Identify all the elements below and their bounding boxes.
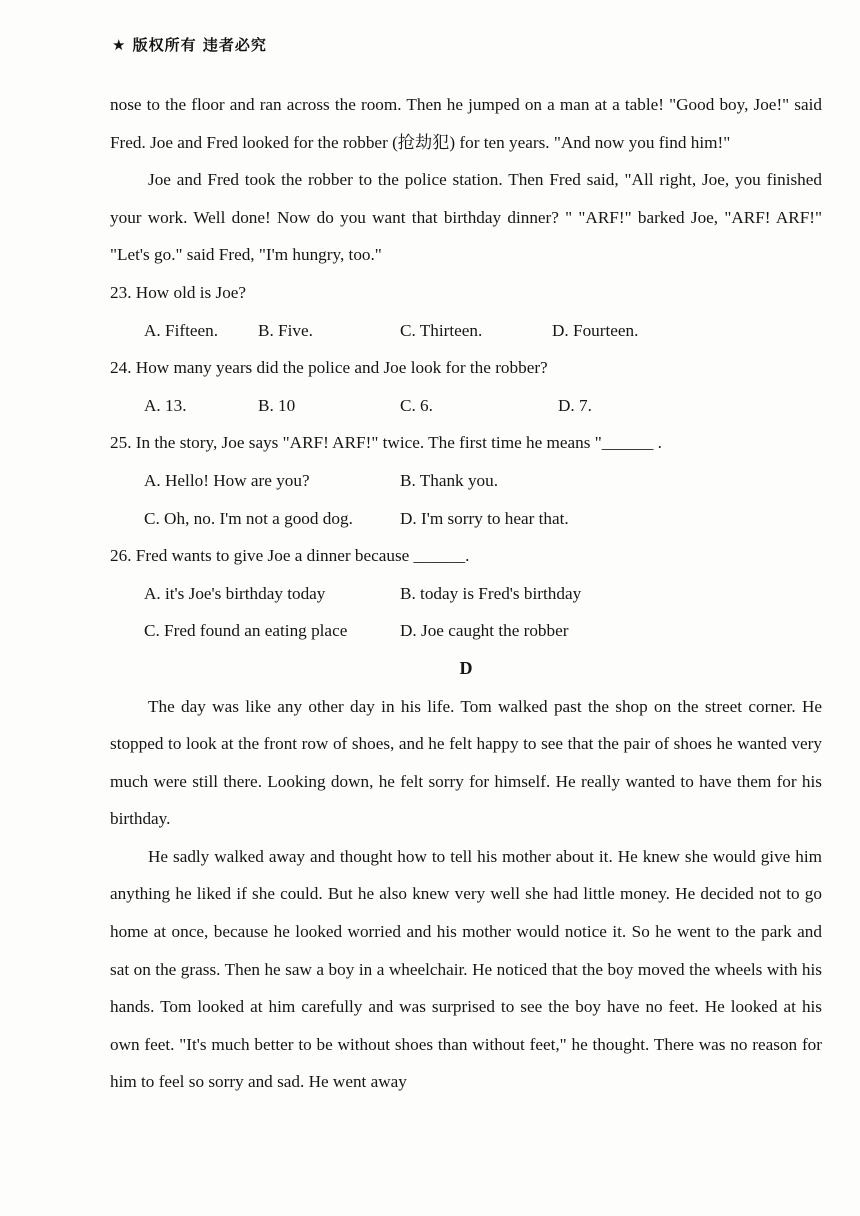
- passage-d-title: D: [459, 657, 473, 678]
- question-23-option-c: C. Thirteen.: [400, 320, 483, 340]
- question-24-option-a: A. 13.: [144, 395, 187, 415]
- question-26: 26. Fred wants to give Joe a dinner because ______.: [110, 546, 470, 566]
- question-25: 25. In the story, Joe says "ARF! ARF!" twice. The first time he means "______ .: [110, 433, 662, 453]
- passage-d-paragraph-2: He sadly walked away and thought how to tell his mother about it. He knew she would give him anything he liked if she could. But he also knew very well she had little money. He decided not to go home at once, because he looked worried and his mother would notice it. So he went to the park and sat on the grass. Then he saw a boy in a wheelchair. He noticed that the boy moved the wheels with his hands. Tom looked at him carefully and was surprised to see the boy have no feet. He looked at his own feet. "It's much better to be without shoes than without feet," he thought. There was no reason for him to feel so sorry and sad. He went away: [110, 846, 822, 1092]
- question-26-options-row-1: [110, 575, 822, 613]
- question-24-options: [110, 387, 822, 425]
- passage-d-paragraph-1: The day was like any other day in his life. Tom walked past the shop on the street corner. He stopped to look at the front row of shoes, and he felt happy to see that the pair of shoes he wanted very much were still there. Looking down, he felt sorry for himself. He really wanted to have them for his birthday.: [110, 696, 822, 829]
- question-26-option-d: D. Joe caught the robber: [400, 621, 569, 641]
- copyright-header: ★ 版权所有 违者必究: [112, 36, 267, 54]
- question-25-options-row-2: [110, 500, 822, 538]
- question-25-option-c: C. Oh, no. I'm not a good dog.: [144, 508, 353, 528]
- question-24-option-d: D. 7.: [558, 395, 592, 415]
- question-24-option-b: B. 10: [258, 395, 296, 415]
- question-26-option-a: A. it's Joe's birthday today: [144, 583, 326, 603]
- question-26-options-row-2: [110, 612, 822, 650]
- question-23-options: [110, 312, 822, 350]
- question-25-option-b: B. Thank you.: [400, 470, 499, 490]
- question-23-option-a: A. Fifteen.: [144, 320, 218, 340]
- passage-c-paragraph-1: nose to the floor and ran across the room. Then he jumped on a man at a table! "Good boy, Joe!" said Fred. Joe and Fred looked for the robber (抢劫犯) for ten years. "And now you find him!": [110, 95, 822, 152]
- question-25-option-d: D. I'm sorry to hear that.: [400, 508, 569, 528]
- page-content: [110, 86, 822, 1101]
- question-26-option-c: C. Fred found an eating place: [144, 621, 348, 641]
- question-25-option-a: A. Hello! How are you?: [144, 470, 310, 490]
- passage-c-paragraph-2: Joe and Fred took the robber to the police station. Then Fred said, "All right, Joe, you finished your work. Well done! Now do you want that birthday dinner? " "ARF!" barked Joe, "ARF! ARF!" "Let's go." said Fred, "I'm hungry, too.": [110, 170, 822, 265]
- question-23: 23. How old is Joe?: [110, 282, 247, 302]
- question-24: 24. How many years did the police and Joe look for the robber?: [110, 358, 548, 378]
- question-23-option-d: D. Fourteen.: [552, 320, 639, 340]
- question-26-option-b: B. today is Fred's birthday: [400, 583, 582, 603]
- question-24-option-c: C. 6.: [400, 395, 433, 415]
- question-23-option-b: B. Five.: [258, 320, 313, 340]
- question-25-options-row-1: [110, 462, 822, 500]
